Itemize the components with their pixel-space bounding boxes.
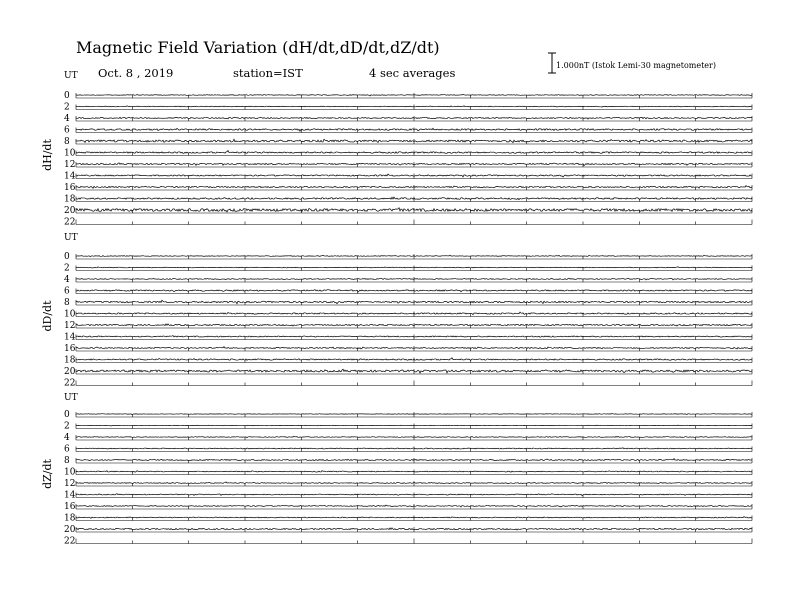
hour-label: 18 [64, 194, 76, 205]
hour-label: 14 [64, 171, 76, 182]
hour-label: 14 [64, 490, 76, 501]
hour-label: 2 [64, 263, 70, 274]
hour-label: 18 [64, 355, 76, 366]
hour-label: 4 [64, 275, 70, 285]
hour-label: 0 [64, 410, 70, 420]
hour-label: 22 [64, 217, 76, 228]
hour-label: 16 [64, 183, 76, 193]
scale-bar-label: 1.000nT (Istok Lemi-30 magnetometer) [556, 61, 716, 70]
hour-label: 0 [64, 252, 70, 262]
date-label: Oct. 8 , 2019 [98, 66, 174, 80]
hour-label: 20 [64, 367, 76, 377]
scale-bar [548, 53, 556, 73]
hour-label: 0 [64, 91, 70, 101]
panel-ylabel: dD/dt [41, 300, 54, 332]
hour-label: 6 [64, 286, 70, 297]
hour-label: 10 [64, 148, 76, 159]
panel-ylabel: dH/dt [41, 139, 54, 171]
hour-label: 2 [64, 102, 70, 113]
hour-label: 18 [64, 513, 76, 524]
hour-label: 8 [64, 456, 70, 466]
panel-dh-dt [41, 71, 752, 228]
hour-label: 8 [64, 298, 70, 308]
hour-label: 20 [64, 525, 76, 535]
hour-label: 16 [64, 502, 76, 512]
chart-title: Magnetic Field Variation (dH/dt,dD/dt,dZ/dt) [76, 38, 440, 57]
hour-label: 12 [64, 160, 76, 170]
hour-label: 20 [64, 206, 76, 216]
hour-label: 8 [64, 137, 70, 147]
hour-label: 6 [64, 444, 70, 455]
station-label: station=IST [233, 66, 303, 80]
hour-label: 12 [64, 321, 76, 331]
hour-label: 12 [64, 479, 76, 489]
panel-dd-dt [41, 233, 752, 389]
averaging-label: 4 sec averages [369, 66, 456, 80]
hour-label: 22 [64, 536, 76, 547]
hour-label: 4 [64, 114, 70, 124]
trace-line [76, 425, 752, 426]
hour-label: 14 [64, 332, 76, 343]
panel-ylabel: dZ/dt [41, 459, 54, 489]
hour-label: 4 [64, 433, 70, 443]
ut-label: UT [64, 393, 78, 403]
hour-label: 16 [64, 344, 76, 354]
hour-label: 6 [64, 125, 70, 136]
hour-label: 2 [64, 421, 70, 432]
hour-label: 10 [64, 467, 76, 478]
ut-label: UT [64, 233, 78, 243]
ut-label: UT [64, 71, 78, 81]
hour-label: 22 [64, 378, 76, 389]
hour-label: 10 [64, 309, 76, 320]
panel-dz-dt [41, 393, 752, 547]
